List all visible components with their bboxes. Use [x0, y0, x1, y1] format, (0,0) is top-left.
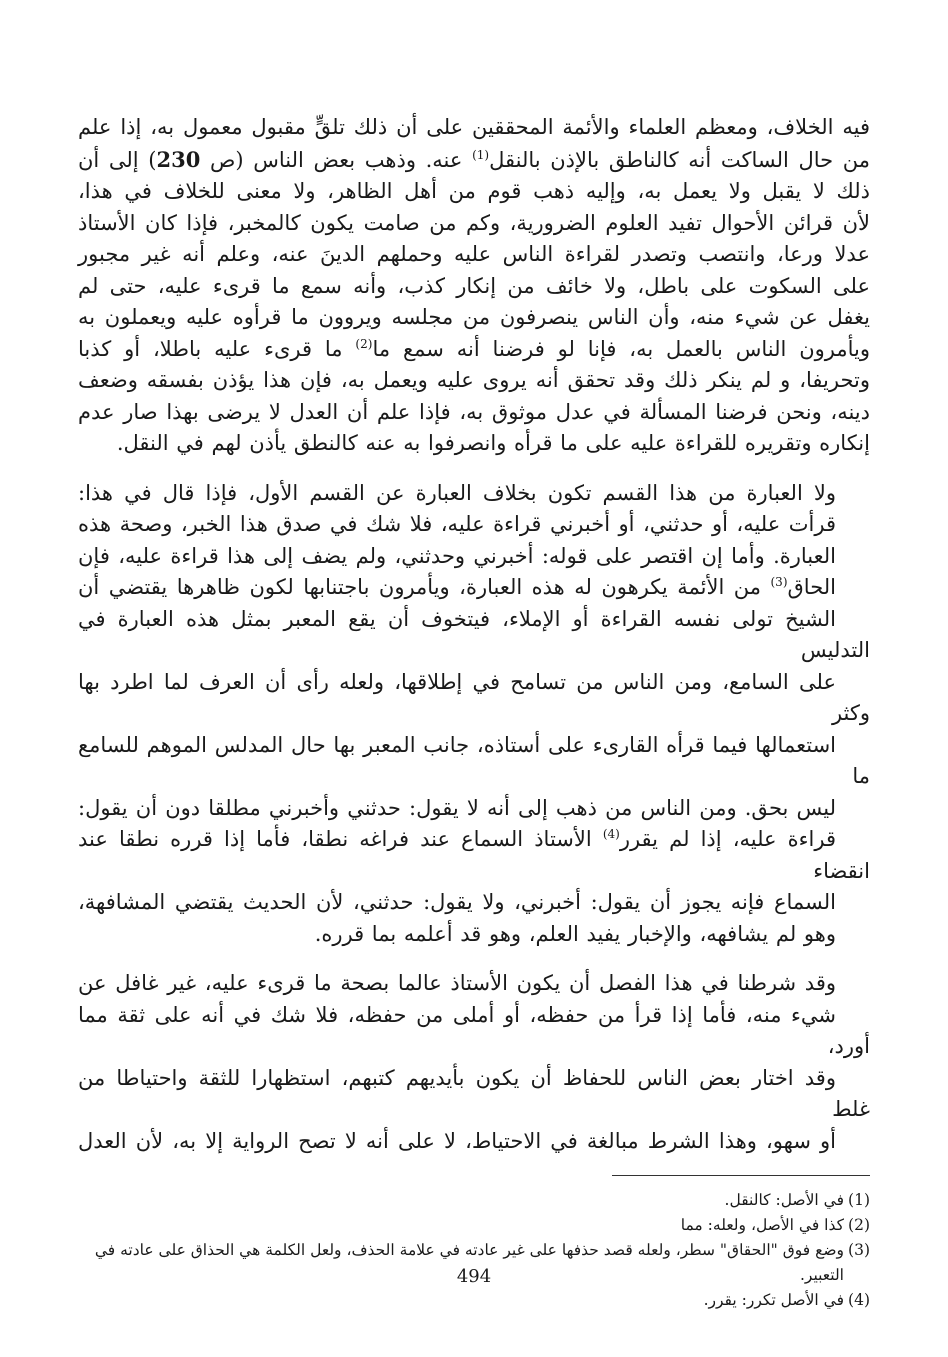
text-line: على السامع، ومن الناس من تسامح في إطلاقها، ولعله رأى أن العرف لما اطرد بها وكثر — [78, 669, 870, 725]
book-page — [78, 112, 871, 1309]
text-line — [78, 144, 870, 177]
text-line: قرأت عليه، أو حدثني، أو أخبرني قراءة عليه، فلا شك في صدق هذا الخبر، وصحة هذه — [78, 512, 836, 536]
text-segment: قراءة عليه، إذا لم يقرر — [619, 827, 836, 851]
text-line — [78, 334, 870, 366]
text-line — [78, 572, 870, 604]
text-segment: عنه. وذهب بعض الناس (ص — [209, 147, 463, 172]
footnote-item — [78, 1188, 870, 1213]
footnote-text: في الأصل: كالنقل. — [724, 1191, 844, 1209]
text-line: على السكوت على باطل، ولا خائف من إنكار كذب، وأنه سمع ما قرىء عليه، حتى لم — [78, 273, 870, 298]
footnote-item — [78, 1213, 870, 1238]
text-line: وقد شرطنا في هذا الفصل أن يكون الأستاذ عالما بصحة ما قرىء عليه، غير غافل عن — [78, 971, 836, 995]
footnote-number: (4) — [848, 1291, 870, 1309]
footnote-marker[interactable]: (1) — [472, 147, 490, 162]
text-segment: من حال الساكت أنه كالناطق بالإذن بالنقل — [489, 147, 871, 172]
text-line: ولا العبارة من هذا القسم تكون بخلاف العبارة عن القسم الأول، فإذا قال في هذا: — [78, 480, 836, 505]
paragraph-2 — [78, 478, 870, 951]
text-line: فيه الخلاف، ومعظم العلماء والأئمة المحققين على أن ذلك تلقٍّ مقبول معمول به، إذا علم — [78, 115, 870, 139]
text-segment: ) إلى أن — [78, 147, 157, 172]
text-line: ذلك لا يقبل ولا يعمل به، وإليه ذهب قوم من أهل الظاهر، ولا معنى للخلاف في هذا، — [78, 179, 870, 203]
text-line: العبارة. وأما إن اقتصر على قوله: أخبرني وحدثني، ولم يضف إلى هذا قراءة عليه، فإن — [78, 543, 836, 568]
text-line: وقد اختار بعض الناس للحفاظ أن يكون بأيديهم كتبهم، استظهارا للثقة واحتياطا من غلط — [78, 1065, 870, 1121]
text-line: وهو لم يشافهه، والإخبار يفيد العلم، وهو قد أعلمه بما قرره. — [314, 921, 836, 946]
text-line: أو سهو، وهذا الشرط مبالغة في الاحتياط، لا على أنه لا تصح الرواية إلا به، لأن العدل — [78, 1128, 836, 1153]
page-reference: 230 — [156, 146, 201, 172]
paragraph-1 — [78, 112, 870, 460]
page-number: 494 — [456, 1266, 492, 1287]
text-line: يغفل عن شيء منه، وأن الناس ينصرفون من مجلسه ويروون ما قرأوه عليه ويعملون به — [78, 305, 870, 329]
footnote-number: (2) — [848, 1216, 870, 1234]
text-line: استعمالها فيما قرأه القارىء على أستاذه، جانب المعبر بها حال المدلس الموهم للسامع ما — [78, 732, 870, 788]
footnote-marker[interactable]: (4) — [602, 827, 620, 841]
footnote-item — [78, 1288, 870, 1313]
paragraph-3 — [78, 968, 870, 1157]
text-segment: الحاق — [787, 575, 836, 599]
text-line: وتحريفا، و لم ينكر ذلك وقد تحقق أنه يروى عليه ويعمل به، فإن هذا يؤذن بفسقه وضعف — [78, 368, 870, 392]
text-line — [78, 824, 870, 887]
text-segment: الأستاذ السماع عند فراغه نطقا، فأما إذا قرره نطقا عند انقضاء — [78, 827, 870, 883]
text-line: السماع فإنه يجوز أن يقول: أخبرني، ولا يقول: حدثني، لأن الحديث يقتضي المشافهة، — [78, 890, 836, 914]
footnotes — [78, 1188, 870, 1313]
text-line: ليس بحق. ومن الناس من ذهب إلى أنه لا يقول: حدثني وأخبرني مطلقا دون أن يقول: — [78, 795, 836, 820]
text-segment: ما قرىء عليه باطلا، أو كذبا — [78, 336, 343, 361]
footnote-marker[interactable]: (2) — [355, 336, 373, 351]
text-line: لأن قرائن الأحوال تفيد العلوم الضرورية، وكم من صامت يكون كالمخبر، فإذا كان الأستاذ — [78, 210, 870, 235]
footnote-text: في الأصل تكرر: يقرر. — [703, 1291, 844, 1309]
text-line: إنكاره وتقريره للقراءة عليه على ما قرأه وانصرفوا به عنه كالنطق يأذن لهم في النقل. — [116, 431, 870, 455]
text-line: عدلا ورعا، وانتصب وتصدر لقراءة الناس عليه وحملهم الدينَ عنه، وعلم أنه غير مجبور — [78, 242, 870, 266]
footnote-text: وضع فوق "الحقاق" سطر، ولعله قصد حذفها على غير عادته في علامة الحذف، ولعل الكلمة هي الحذاق على عادته في التعبير. — [94, 1241, 844, 1284]
footnote-number: (1) — [848, 1191, 870, 1209]
text-line: الشيخ تولى نفسه القراءة أو الإملاء، فيتخوف أن يقع المعبر بمثل هذه العبارة في التدليس — [78, 606, 870, 662]
footnote-marker[interactable]: (3) — [770, 575, 788, 589]
text-segment: ويأمرون الناس بالعمل به، فإنا لو فرضنا أنه سمع ما — [372, 336, 870, 361]
text-segment: من الأئمة يكرهون له هذه العبارة، ويأمرون باجتنابها لكون ظاهرها يقتضي أن — [78, 575, 761, 599]
footnote-number: (3) — [848, 1241, 870, 1259]
text-line: دينه، ونحن فرضنا المسألة في عدل موثوق به، فإذا علم أن العدل لا يرضى بهذا صار عدم — [78, 399, 870, 424]
text-line: شيء منه، فأما إذا قرأ من حفظه، أو أملى من حفظه، فلا شك في أنه على ثقة مما أورد، — [78, 1002, 870, 1058]
footnote-separator — [612, 1175, 870, 1176]
footnote-text: كذا في الأصل، ولعله: مما — [680, 1216, 844, 1234]
